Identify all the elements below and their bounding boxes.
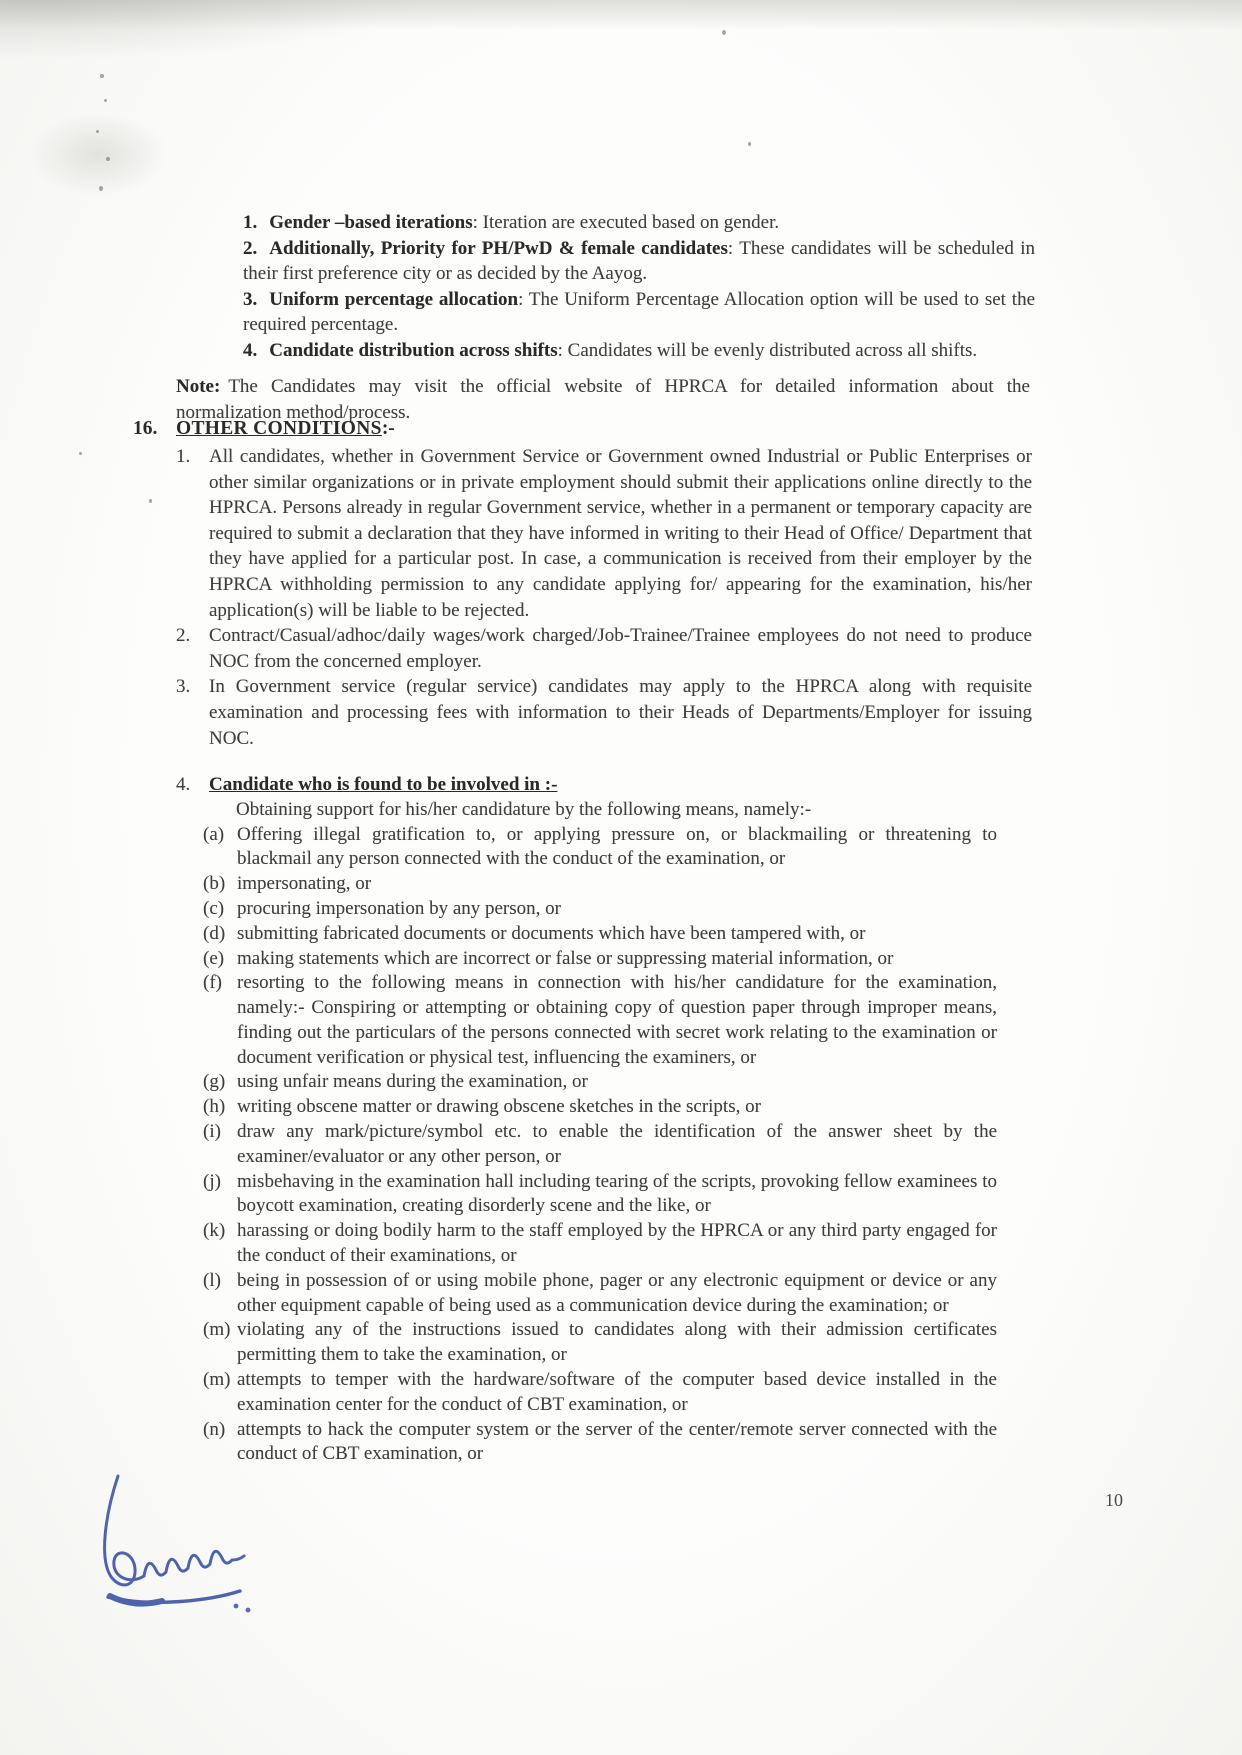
list-item-title: Candidate distribution across shifts (269, 339, 558, 361)
list-item-text: : Iteration are executed based on gender. (472, 212, 780, 233)
item-label: (j) (203, 1170, 221, 1192)
condition-text: All candidates, whether in Government Service or Government owned Industrial or Public Enterprises or other similar organizations or in private employment should submit their applications online directly to the HPRCA. Persons already in regular Government service, whether in a permanent or temporary capacity are required to submit a declaration that they have informed in writing to their Head of Office/ Department that they have applied for a particular post. In case, a communication is received from their employer by the HPRCA withholding permission to any candidate applying for/ appearing for the examination, his/her application(s) will be liable to be rejected. (209, 446, 1032, 621)
condition-number: 2. (176, 625, 191, 647)
item-text: using unfair means during the examination, or (237, 1071, 588, 1093)
involved-item (203, 1070, 997, 1095)
other-conditions-list (176, 444, 1032, 1467)
list-item-priority-phpwd (243, 236, 1035, 287)
item-text: writing obscene matter or drawing obscene sketches in the scripts, or (237, 1096, 761, 1118)
list-item-title: Additionally, Priority for PH/PwD & female candidates (269, 237, 728, 259)
list-number: 1. (243, 212, 258, 233)
involved-item (203, 1170, 997, 1220)
item-label: (c) (203, 897, 225, 919)
scan-speck (149, 499, 152, 503)
list-item-text: : The Uniform Percentage Allocation option will be used to set the required percentage. (243, 288, 1035, 336)
list-number: 2. (243, 237, 258, 259)
item-label: (m) (203, 1369, 231, 1391)
scan-speck (96, 130, 99, 133)
scan-speck (99, 186, 103, 191)
involved-item (203, 823, 997, 873)
involved-item (203, 1120, 997, 1170)
involved-section (176, 772, 1032, 1467)
involved-items-list (203, 823, 997, 1468)
page-number: 10 (1105, 1490, 1123, 1510)
involved-item (203, 1318, 997, 1368)
item-text: attempts to temper with the hardware/software of the computer based device installed in the examination center for the conduct of CBT examination, or (237, 1369, 997, 1415)
section-number: 16. (133, 418, 158, 439)
involved-item (203, 922, 997, 947)
item-label: (e) (203, 947, 225, 969)
signature-ink (84, 1464, 314, 1644)
item-text: making statements which are incorrect or false or suppressing material information, or (237, 947, 894, 969)
item-text: procuring impersonation by any person, or (237, 897, 561, 919)
scan-speck (722, 30, 726, 35)
note-text: The Candidates may visit the official website of HPRCA for detailed information about the normalization method/process. (176, 376, 1030, 423)
section-title-suffix: :- (381, 418, 395, 439)
item-label: (n) (203, 1418, 226, 1440)
list-item-gender-iterations (243, 210, 1035, 236)
item-text: resorting to the following means in connection with his/her candidature for the examination, namely:- Conspiring or attempting or obtaining copy of question paper through improper means, finding out the particulars of the persons connected with secret work relating to the examination or document verification or physical test, influencing the examiners, or (237, 972, 997, 1068)
item-text: harassing or doing bodily harm to the staff employed by the HPRCA or any third party engaged for the conduct of their examinations, or (237, 1220, 997, 1267)
list-item-shift-distribution (243, 338, 1035, 364)
item-label: (i) (203, 1121, 221, 1143)
normalization-list (243, 210, 1035, 364)
item-text: submitting fabricated documents or documents which have been tampered with, or (237, 922, 866, 944)
scan-speck (106, 157, 110, 161)
scan-speck (79, 452, 82, 455)
item-label: (l) (203, 1269, 221, 1291)
involved-item (203, 947, 997, 972)
involved-item (203, 1219, 997, 1269)
item-text: Offering illegal gratification to, or applying pressure on, or blackmailing or threatening to blackmail any person connected with the conduct of the examination, or (237, 823, 997, 870)
item-text: being in possession of or using mobile phone, pager or any electronic equipment or device or any other equipment capable of being used as a communication device during the examination; or (237, 1269, 997, 1316)
scan-speck (104, 99, 107, 102)
scan-corner-shade (0, 0, 420, 60)
list-item-title: Gender –based iterations (269, 212, 473, 233)
item-label: (g) (203, 1071, 226, 1093)
condition-number: 1. (176, 446, 191, 467)
involved-item (203, 1095, 997, 1120)
list-item-text: : These candidates will be scheduled in their first preference city or as decided by the Aayog. (243, 237, 1036, 285)
condition-number: 3. (176, 676, 191, 698)
list-number: 4. (243, 339, 258, 361)
condition-number: 4. (176, 774, 191, 796)
item-label: (m) (203, 1319, 231, 1341)
item-text: misbehaving in the examination hall including tearing of the scripts, provoking fellow examinees to boycott examination, creating disorderly scene and the like, or (237, 1170, 997, 1217)
item-label: (f) (203, 972, 222, 994)
condition-item (176, 674, 1032, 751)
list-item-title: Uniform percentage allocation (269, 288, 519, 310)
involved-item (203, 1269, 997, 1319)
involved-item (203, 897, 997, 922)
involved-item (203, 971, 997, 1070)
item-text: impersonating, or (237, 873, 372, 895)
condition-item (176, 623, 1032, 674)
item-label: (h) (203, 1096, 226, 1118)
item-text: attempts to hack the computer system or the server of the center/remote server connected with the conduct of CBT examination, or (237, 1418, 997, 1465)
item-label: (d) (203, 922, 226, 944)
list-item-uniform-percentage (243, 287, 1035, 338)
item-text: draw any mark/picture/symbol etc. to enable the identification of the answer sheet by the examiner/evaluator or any other person, or (237, 1121, 997, 1167)
condition-text: Contract/Casual/adhoc/daily wages/work charged/Job-Trainee/Trainee employees do not need to produce NOC from the concerned employer. (209, 625, 1032, 672)
item-label: (k) (203, 1220, 226, 1242)
involved-item (203, 1368, 997, 1418)
section-heading-other-conditions (133, 418, 395, 440)
scan-speck (100, 74, 104, 78)
list-item-text: : Candidates will be evenly distributed across all shifts. (557, 339, 978, 361)
item-label: (a) (203, 823, 225, 845)
involved-heading: Candidate who is found to be involved in :- (209, 774, 558, 796)
involved-intro: Obtaining support for his/her candidature by the following means, namely:- (236, 798, 812, 820)
condition-item (176, 444, 1032, 623)
list-number: 3. (243, 288, 258, 310)
scan-smudge (28, 112, 168, 197)
involved-item (203, 872, 997, 897)
section-title: OTHER CONDITIONS (176, 418, 382, 439)
note-label: Note: (176, 376, 221, 397)
involved-heading-row (176, 772, 1032, 798)
item-text: violating any of the instructions issued to candidates along with their admission certificates permitting them to take the examination, or (237, 1319, 997, 1366)
involved-item (203, 1418, 997, 1468)
condition-text: In Government service (regular service) candidates may apply to the HPRCA along with requisite examination and processing fees with information to their Heads of Departments/Employer for issuing NOC. (209, 676, 1032, 749)
scan-speck (748, 142, 751, 146)
item-label: (b) (203, 873, 226, 895)
